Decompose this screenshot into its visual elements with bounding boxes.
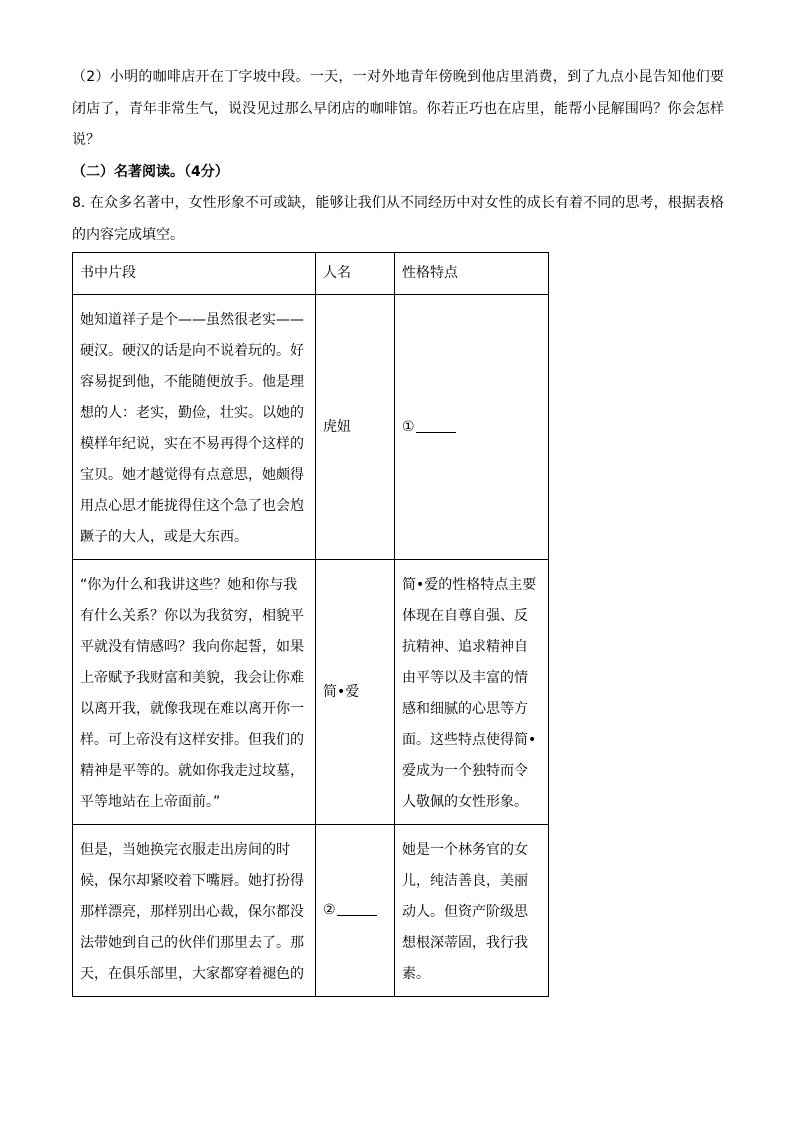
table-row [73, 295, 549, 560]
trait-cell [395, 560, 549, 825]
table-row [73, 560, 549, 825]
question8-prompt: 8. 在众多名著中，女性形象不可或缺，能够让我们从不同经历中对女性的成长有着不同的思考，根据表格的内容完成填空。 [72, 195, 724, 243]
name-cell: 虎妞 [316, 295, 395, 560]
trait-cell [395, 295, 549, 560]
character-traits-table [72, 252, 549, 997]
excerpt-text: “你为什么和我讲这些？她和你与我有什么关系？你以为我贫穷，相貌平平就没有情感吗？我向你起誓，如果上帝赋予我财富和美貌，我会让你难以离开我，就像我现在难以离开你一样。可上帝没有这样安排。但我们的精神是平等的。就如你我走过坟墓，平等地站在上帝面前。” [80, 577, 304, 810]
exam-page [72, 62, 724, 997]
blank-number: ① [402, 418, 415, 435]
excerpt-text: 她知道祥子是个——虽然很老实——硬汉。硬汉的话是向不说着玩的。好容易捉到他，不能随便放手。他是理想的人：老实，勤俭，壮实。以她的模样年纪说，实在不易再得个这样的宝贝。她才越觉得有点意思，她颇得用点心思才能拢得住这个急了也会尥蹶子的大人，或是大东西。 [80, 312, 304, 545]
trait-text: 简•爱的性格特点主要体现在自尊自强、反抗精神、追求精神自由平等以及丰富的情感和细腻的心思等方面。这些特点使得简•爱成为一个独特而令人敬佩的女性形象。 [402, 577, 537, 810]
name-cell: 简•爱 [316, 560, 395, 825]
header-excerpt: 书中片段 [73, 253, 316, 295]
excerpt-cell [73, 560, 316, 825]
question7-part2-text: （2）小明的咖啡店开在丁字坡中段。一天，一对外地青年傍晚到他店里消费，到了九点小昆告知他们要闭店了，青年非常生气，说没见过那么早闭店的咖啡馆。你若正巧也在店里，能帮小昆解围吗？你会怎样说？ [72, 69, 724, 148]
header-trait: 性格特点 [395, 253, 549, 295]
trait-cell [395, 825, 549, 997]
header-name: 人名 [316, 253, 395, 295]
trait-text: 她是一个林务官的女儿，纯洁善良，美丽动人。但资产阶级思想根深蒂固，我行我素。 [402, 842, 528, 982]
answer-blank [337, 901, 377, 916]
excerpt-text: 但是，当她换完衣服走出房间的时候，保尔却紧咬着下嘴唇。她打扮得那样漂亮，那样别出心裁，保尔都没法带她到自己的伙伴们那里去了。那天，在俱乐部里，大家都穿着褪色的 [80, 842, 304, 982]
excerpt-cell [73, 295, 316, 560]
blank-number: ② [323, 902, 336, 918]
excerpt-cell [73, 825, 316, 997]
table-header-row [73, 253, 549, 295]
section-heading-classics-reading: （二）名著阅读。（4分） [72, 163, 229, 180]
answer-blank [416, 418, 456, 433]
name-cell [316, 825, 395, 997]
table-row [73, 825, 549, 997]
